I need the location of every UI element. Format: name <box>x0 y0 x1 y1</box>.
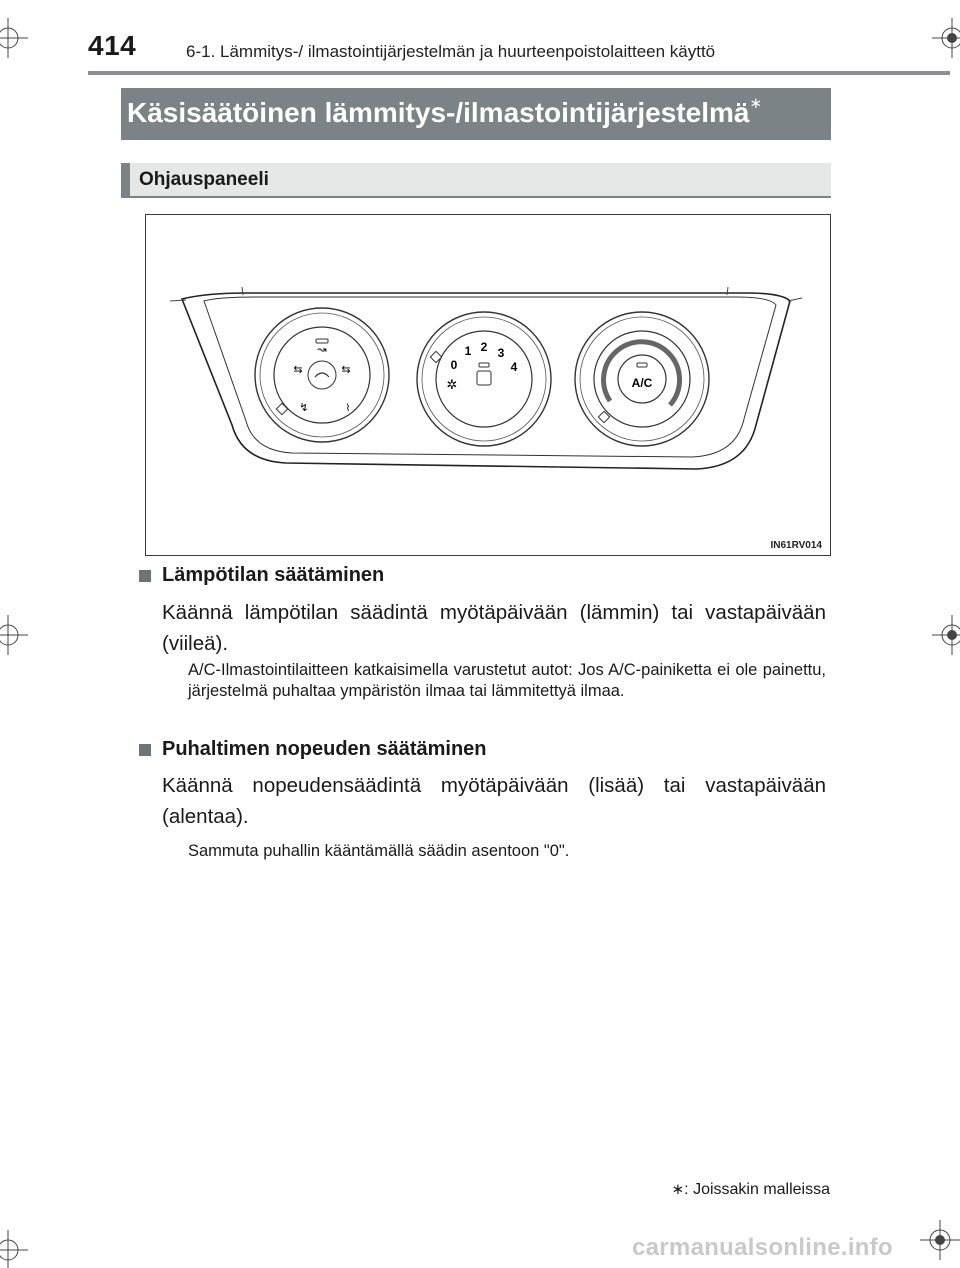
svg-text:⇆: ⇆ <box>341 363 351 376</box>
registration-mark-mid-right <box>932 615 960 655</box>
subsection-banner <box>121 163 831 198</box>
footnote <box>672 1180 830 1199</box>
fan-dial <box>417 312 551 446</box>
section-title <box>127 97 762 129</box>
svg-text:✲: ✲ <box>446 378 458 393</box>
registration-mark-mid-left <box>0 615 28 655</box>
temperature-dial <box>575 312 709 446</box>
watermark: carmanualsonline.info <box>632 1234 894 1261</box>
registration-mark-top-right <box>932 18 960 58</box>
footnote-asterisk: ∗ <box>671 1181 685 1198</box>
section-asterisk: ∗ <box>749 95 763 112</box>
item-note-fan-speed: Sammuta puhallin kääntämällä säädin asentoon "0". <box>188 842 570 860</box>
item-heading-text: Lämpötilan säätäminen <box>162 564 385 586</box>
item-heading-temperature <box>139 564 384 587</box>
registration-mark-bottom-left <box>0 1230 28 1268</box>
panel-bezel-outer <box>182 293 790 469</box>
figure-code: IN61RV014 <box>770 540 822 551</box>
item-body-temperature: Käännä lämpötilan säädintä myötäpäivään (lämmin) tai vastapäivään (viileä). <box>162 601 826 655</box>
registration-mark-top-left <box>0 18 28 58</box>
svg-text:⇆: ⇆ <box>293 363 303 376</box>
item-heading-fan-speed <box>139 738 487 761</box>
page-number: 414 <box>88 30 137 61</box>
svg-text:↝: ↝ <box>317 343 327 356</box>
section-banner <box>121 88 831 140</box>
fan-speed-4: 4 <box>510 360 518 374</box>
control-panel-illustration <box>146 215 832 557</box>
svg-text:↯: ↯ <box>299 401 309 414</box>
section-title-text: Käsisäätöinen lämmitys-/ilmastointijärjestelmä <box>127 97 750 128</box>
fan-speed-3: 3 <box>497 346 505 360</box>
fan-speed-1: 1 <box>464 344 472 358</box>
item-note-temperature: A/C-Ilmastointilaitteen katkaisimella varustetut autot: Jos A/C-painiketta ei ole painettu, järjestelmä puhaltaa ympäristön ilmaa tai lämmitettyä ilmaa. <box>188 661 826 700</box>
fan-speed-2: 2 <box>480 340 488 354</box>
bullet-square-icon <box>139 570 151 582</box>
footnote-text: : Joissakin malleissa <box>684 1181 830 1198</box>
running-head: 6-1. Lämmitys-/ ilmastointijärjestelmän ja huurteenpoistolaitteen käyttö <box>186 42 716 61</box>
control-panel-figure <box>145 214 831 556</box>
item-heading-text: Puhaltimen nopeuden säätäminen <box>162 738 487 760</box>
fan-speed-0: 0 <box>450 358 458 372</box>
subsection-title: Ohjauspaneeli <box>139 169 269 190</box>
registration-mark-bottom-right <box>920 1220 960 1260</box>
item-body-fan-speed: Käännä nopeudensäädintä myötäpäivään (lisää) tai vastapäivään (alentaa). <box>162 774 826 828</box>
mode-dial <box>255 308 389 442</box>
svg-text:⌇: ⌇ <box>345 403 351 414</box>
ac-button-label: A/C <box>631 376 653 390</box>
bullet-square-icon <box>139 744 151 756</box>
header-rule <box>88 71 950 75</box>
